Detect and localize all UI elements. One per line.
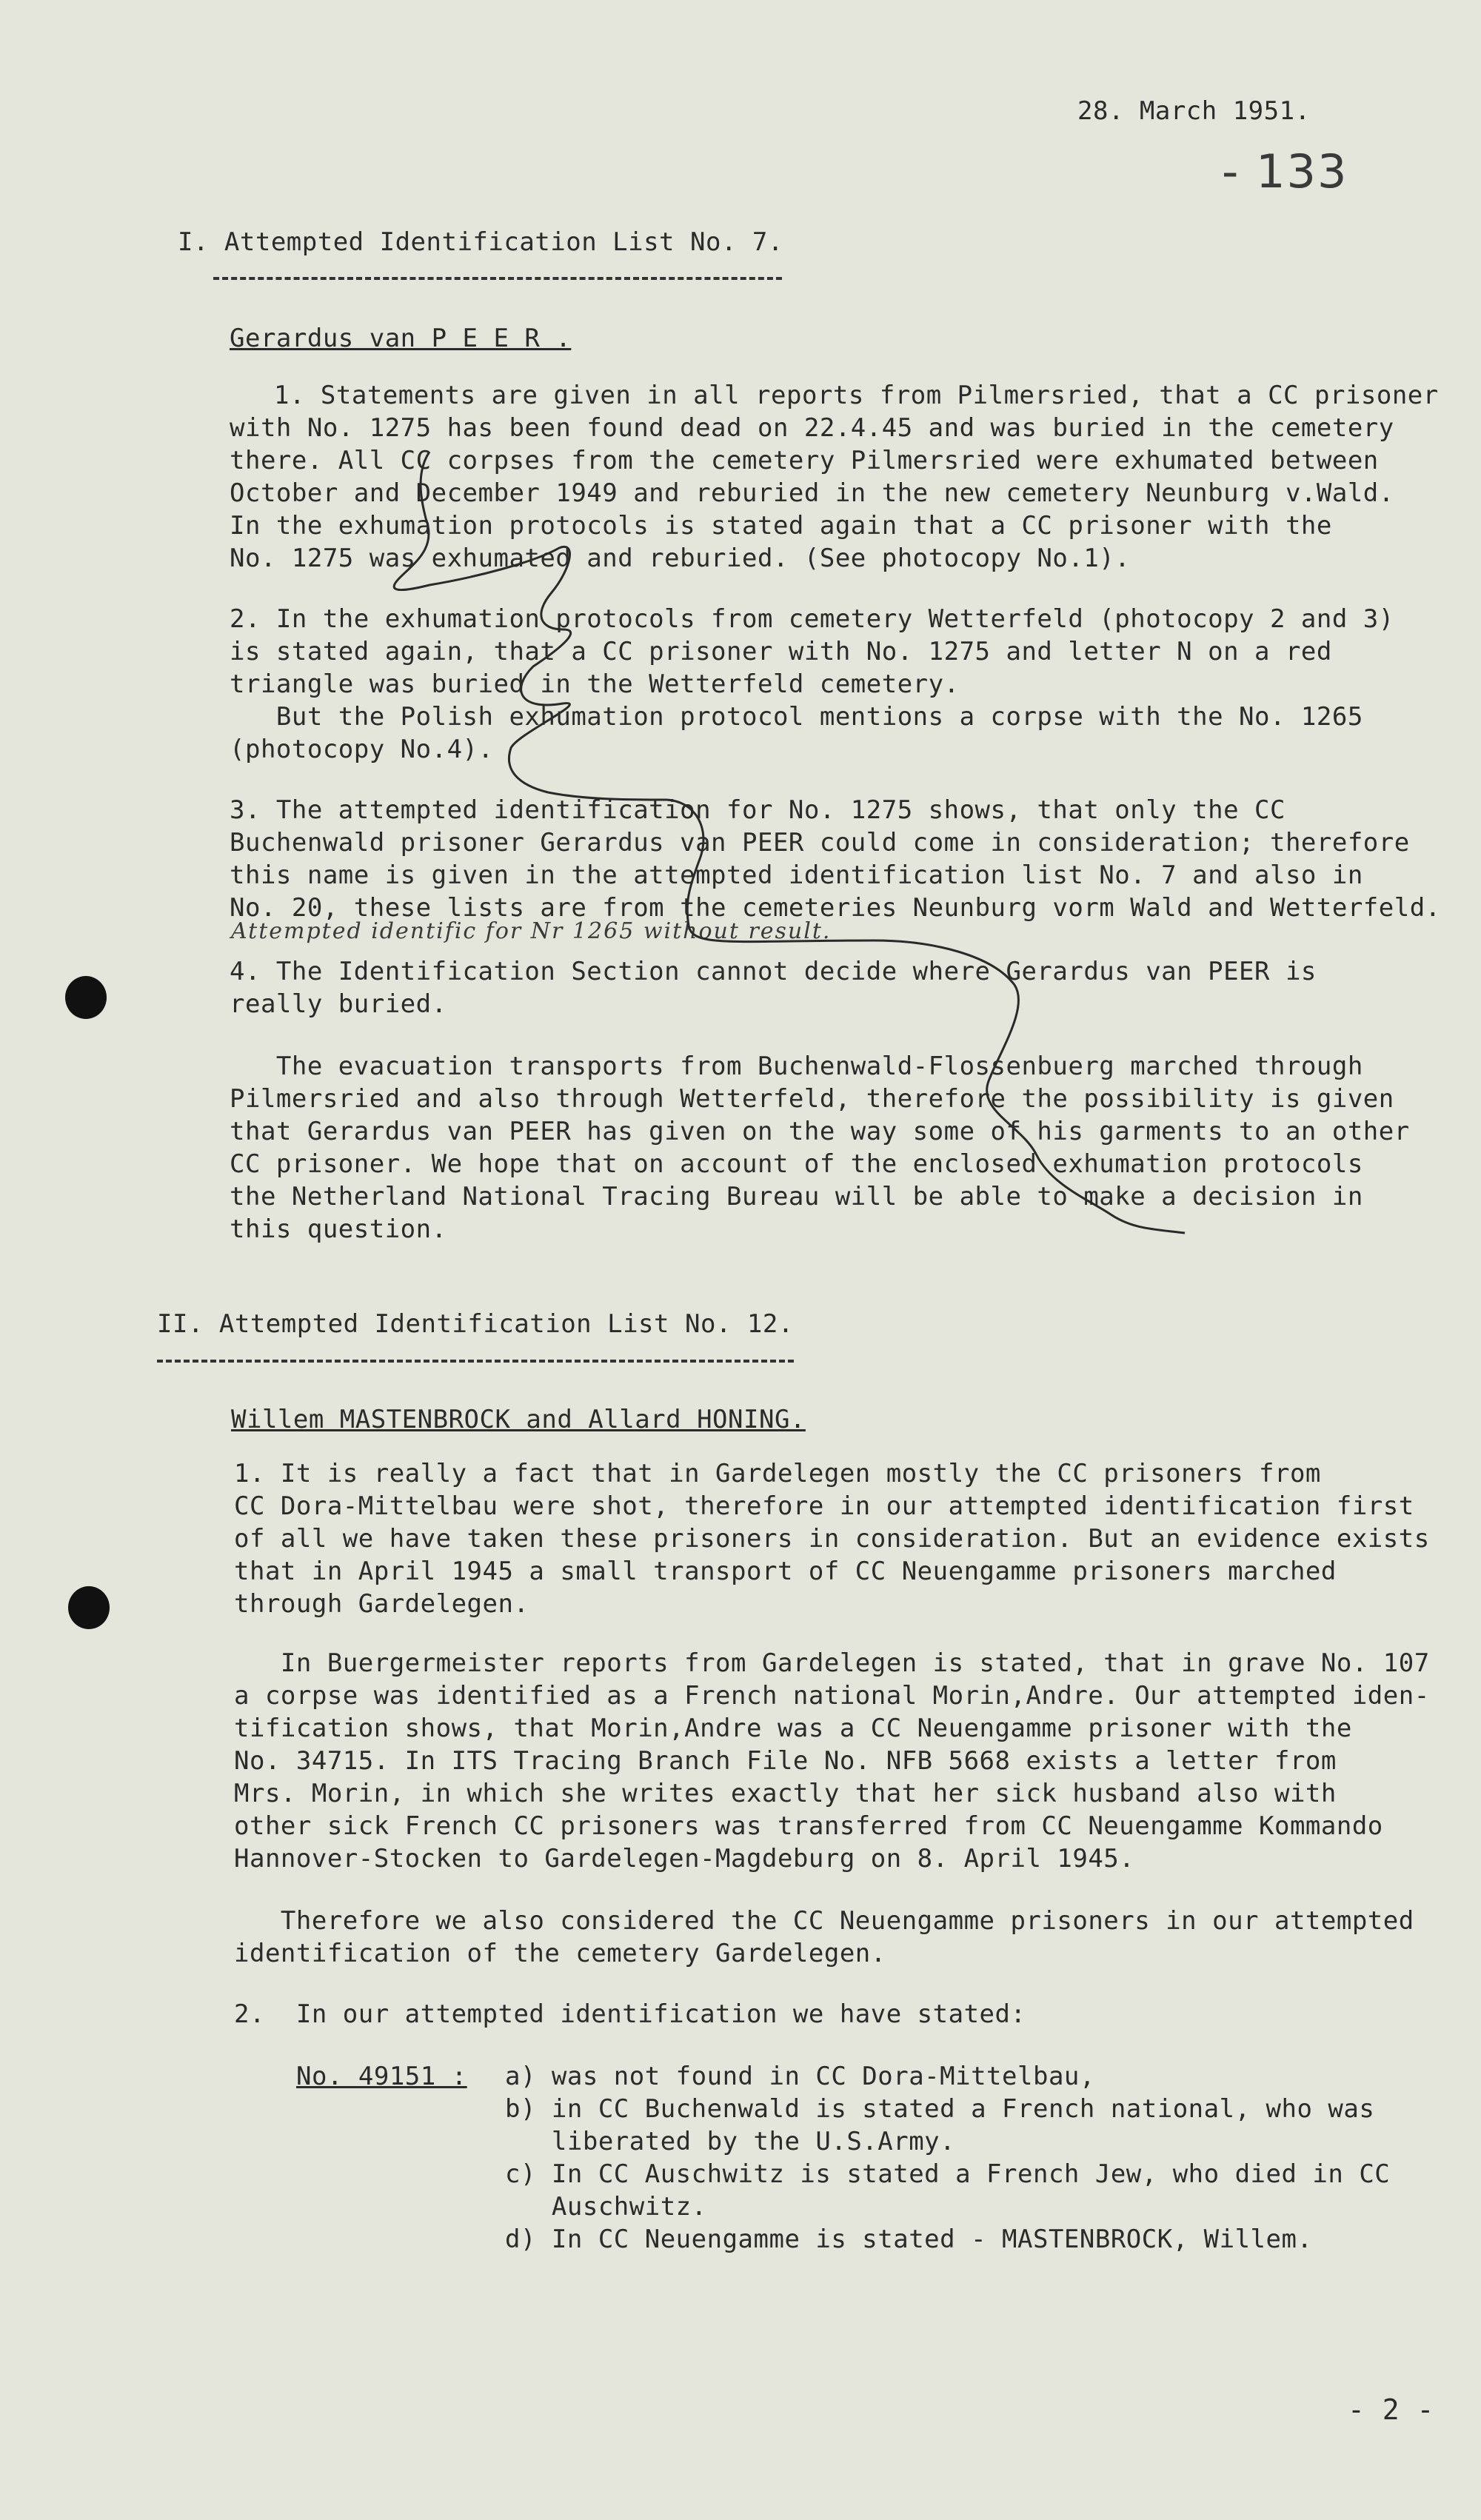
section-2-paragraph-4-intro: 2. In our attempted identification we have stated:	[234, 1999, 1026, 2029]
text-line: The evacuation transports from Buchenwald-Flossenbuerg marched through	[230, 1052, 1363, 1081]
list-item: b) in CC Buchenwald is stated a French national, who was	[505, 2094, 1375, 2124]
text-line: 3. The attempted identification for No. 1275 shows, that only the CC	[230, 795, 1286, 825]
text-line: CC prisoner. We hope that on account of the enclosed exhumation protocols	[230, 1149, 1363, 1179]
text-line: Buchenwald prisoner Gerardus van PEER could come in consideration; therefore	[230, 828, 1410, 858]
text-line: triangle was buried in the Wetterfeld cemetery.	[230, 669, 960, 699]
list-item: a) was not found in CC Dora-Mittelbau,	[505, 2062, 1095, 2091]
text-line: Hannover-Stocken to Gardelegen-Magdeburg on 8. April 1945.	[234, 1844, 1135, 1874]
handwritten-annotation: Attempted identific for Nr 1265 without result.	[231, 918, 832, 944]
list-item: Auschwitz.	[505, 2192, 707, 2222]
text-line: 1. It is really a fact that in Gardelegen mostly the CC prisoners from	[234, 1459, 1321, 1488]
section-1-subject: Gerardus van P E E R .	[230, 324, 572, 353]
text-line: CC Dora-Mittelbau were shot, therefore in our attempted identification first	[234, 1491, 1414, 1521]
text-line: other sick French CC prisoners was transferred from CC Neuengamme Kommando	[234, 1811, 1383, 1841]
list-item: c) In CC Auschwitz is stated a French Jew, who died in CC	[505, 2159, 1391, 2189]
text-line: In Buergermeister reports from Gardelegen is stated, that in grave No. 107	[234, 1648, 1430, 1678]
text-line: Pilmersried and also through Wetterfeld, therefore the possibility is given	[230, 1084, 1394, 1114]
text-line: is stated again, that a CC prisoner with No. 1275 and letter N on a red	[230, 637, 1332, 666]
pen-stroke	[394, 452, 1185, 1233]
text-line: 2. In the exhumation protocols from cemetery Wetterfeld (photocopy 2 and 3)	[230, 604, 1394, 634]
text-line: No. 1275 was exhumated and reburied. (See photocopy No.1).	[230, 544, 1131, 573]
text-line: that Gerardus van PEER has given on the way some of his garments to an other	[230, 1117, 1410, 1146]
continuation-page-marker: - 2 -	[1348, 2393, 1434, 2426]
text-line: No. 20, these lists are from the cemeteries Neunburg vorm Wald and Wetterfeld.	[230, 893, 1441, 923]
document-date: 28. March 1951.	[1077, 96, 1311, 126]
text-line: that in April 1945 a small transport of CC Neuengamme prisoners marched	[234, 1557, 1337, 1586]
text-line: October and December 1949 and reburied in the new cemetery Neunburg v.Wald.	[230, 478, 1394, 508]
text-line: But the Polish exhumation protocol mentions a corpse with the No. 1265	[230, 702, 1363, 732]
text-line: of all we have taken these prisoners in consideration. But an evidence exists	[234, 1524, 1430, 1554]
text-line: with No. 1275 has been found dead on 22.4.45 and was buried in the cemetery	[230, 413, 1394, 443]
text-line: (photocopy No.4).	[230, 735, 494, 764]
text-line: a corpse was identified as a French national Morin,Andre. Our attempted iden-	[234, 1681, 1430, 1711]
text-line: this name is given in the attempted identification list No. 7 and also in	[230, 860, 1363, 890]
text-line: through Gardelegen.	[234, 1589, 529, 1619]
text-line: 4. The Identification Section cannot decide where Gerardus van PEER is	[230, 957, 1317, 986]
text-line: this question.	[230, 1214, 447, 1244]
section-2-heading: II. Attempted Identification List No. 12.	[157, 1309, 794, 1339]
section-1-heading: I. Attempted Identification List No. 7.	[178, 227, 783, 257]
text-line: Mrs. Morin, in which she writes exactly that her sick husband also with	[234, 1779, 1337, 1808]
prisoner-number-label: No. 49151 :	[296, 2062, 467, 2091]
text-line: Therefore we also considered the CC Neuengamme prisoners in our attempted	[234, 1906, 1414, 1936]
list-item: d) In CC Neuengamme is stated - MASTENBROCK, Willem.	[505, 2225, 1313, 2254]
text-line: really buried.	[230, 989, 447, 1019]
text-line: No. 34715. In ITS Tracing Branch File No. NFB 5668 exists a letter from	[234, 1746, 1337, 1776]
page-stamp-number: - 133	[1222, 144, 1348, 198]
text-line: 1. Statements are given in all reports from Pilmersried, that a CC prisoner	[274, 381, 1439, 410]
text-line: there. All CC corpses from the cemetery Pilmersried were exhumated between	[230, 446, 1379, 475]
list-item: liberated by the U.S.Army.	[505, 2127, 956, 2156]
text-line: tification shows, that Morin,Andre was a CC Neuengamme prisoner with the	[234, 1714, 1352, 1743]
section-2-subject: Willem MASTENBROCK and Allard HONING.	[231, 1405, 806, 1434]
text-line: identification of the cemetery Gardelegen.	[234, 1939, 886, 1968]
text-line: In the exhumation protocols is stated again that a CC prisoner with the	[230, 511, 1332, 541]
text-line: the Netherland National Tracing Bureau will be able to make a decision in	[230, 1182, 1363, 1211]
